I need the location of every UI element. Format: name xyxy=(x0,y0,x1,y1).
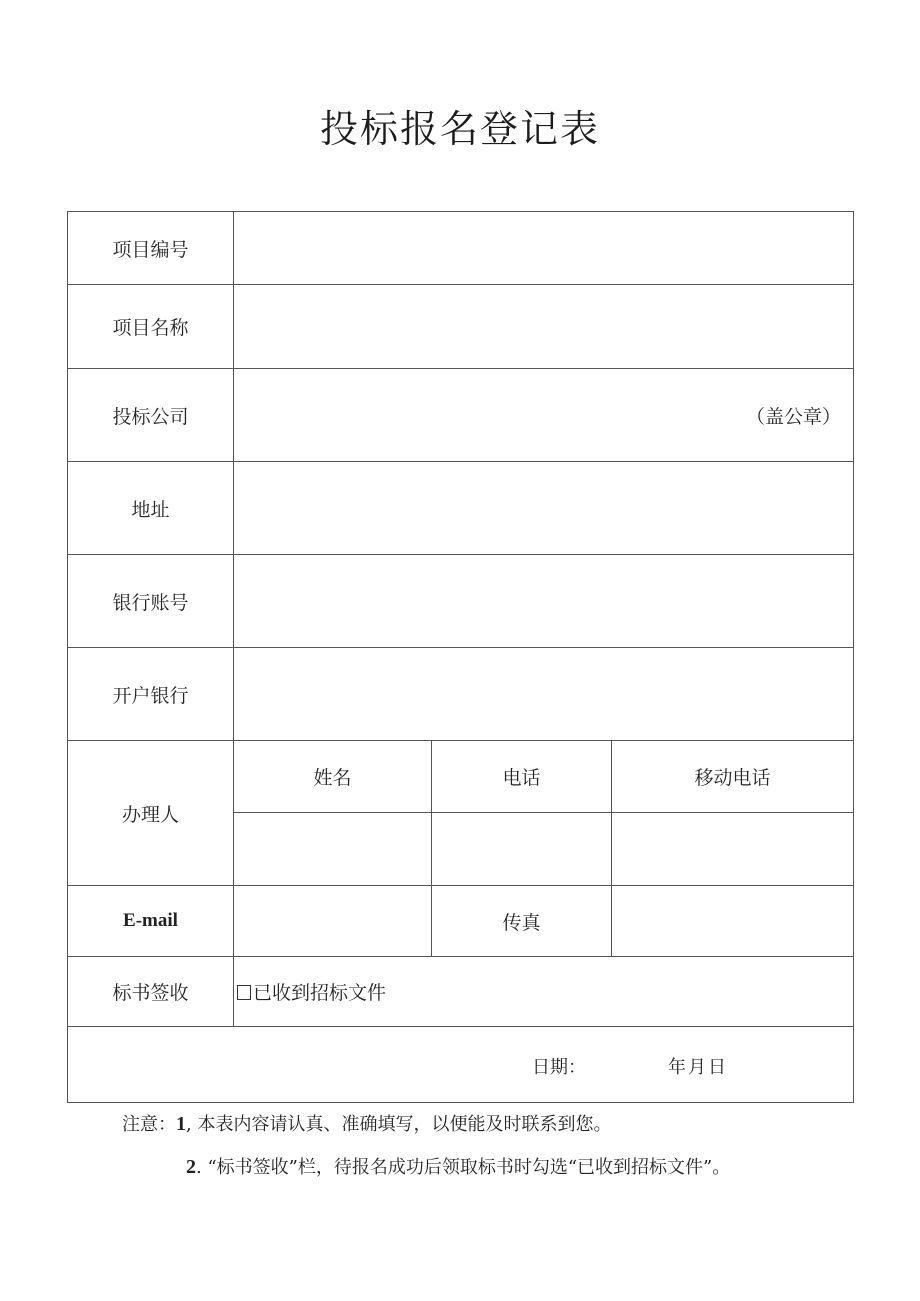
receipt-checkbox[interactable] xyxy=(237,985,251,1000)
handler-mobile-header: 移动电话 xyxy=(612,741,854,813)
date-row xyxy=(68,1027,854,1103)
note-1-number: 1 xyxy=(176,1113,186,1135)
bank-name-field[interactable] xyxy=(234,648,854,741)
company-seal-note: （盖公章） xyxy=(745,405,841,428)
handler-name-field[interactable] xyxy=(234,813,432,886)
date-label: 日期： xyxy=(532,1057,586,1078)
project-no-label: 项目编号 xyxy=(68,212,234,285)
handler-phone-field[interactable] xyxy=(432,813,612,886)
bank-name-label: 开户银行 xyxy=(68,648,234,741)
handler-mobile-field[interactable] xyxy=(612,813,854,886)
bank-account-label: 银行账号 xyxy=(68,555,234,648)
email-field[interactable] xyxy=(234,886,432,957)
note-prefix: 注意： xyxy=(122,1114,176,1135)
project-name-label: 项目名称 xyxy=(68,285,234,369)
form-title: 投标报名登记表 xyxy=(319,107,600,151)
handler-name-header: 姓名 xyxy=(234,741,432,813)
email-label: E-mail xyxy=(68,886,234,957)
handler-label: 办理人 xyxy=(68,741,234,886)
registration-table xyxy=(67,211,854,1103)
company-label: 投标公司 xyxy=(68,369,234,462)
note-1-text: , 本表内容请认真、准确填写，以便能及时联系到您。 xyxy=(186,1114,612,1135)
address-label: 地址 xyxy=(68,462,234,555)
note-2-number: 2 xyxy=(186,1156,196,1178)
receipt-option[interactable] xyxy=(234,957,854,1027)
handler-phone-header: 电话 xyxy=(432,741,612,813)
fax-field[interactable] xyxy=(612,886,854,957)
note-2 xyxy=(186,1153,730,1179)
receipt-option-label: 已收到招标文件 xyxy=(253,982,387,1004)
fax-label: 传真 xyxy=(432,886,612,957)
project-no-field[interactable] xyxy=(234,212,854,285)
receipt-label: 标书签收 xyxy=(68,957,234,1027)
note-1 xyxy=(122,1110,611,1136)
project-name-field[interactable] xyxy=(234,285,854,369)
note-2-text: . “标书签收”栏，待报名成功后领取标书时勾选“已收到招标文件”。 xyxy=(196,1157,731,1178)
date-ymd: 年月日 xyxy=(668,1057,728,1078)
company-field[interactable] xyxy=(234,369,854,462)
address-field[interactable] xyxy=(234,462,854,555)
bank-account-field[interactable] xyxy=(234,555,854,648)
